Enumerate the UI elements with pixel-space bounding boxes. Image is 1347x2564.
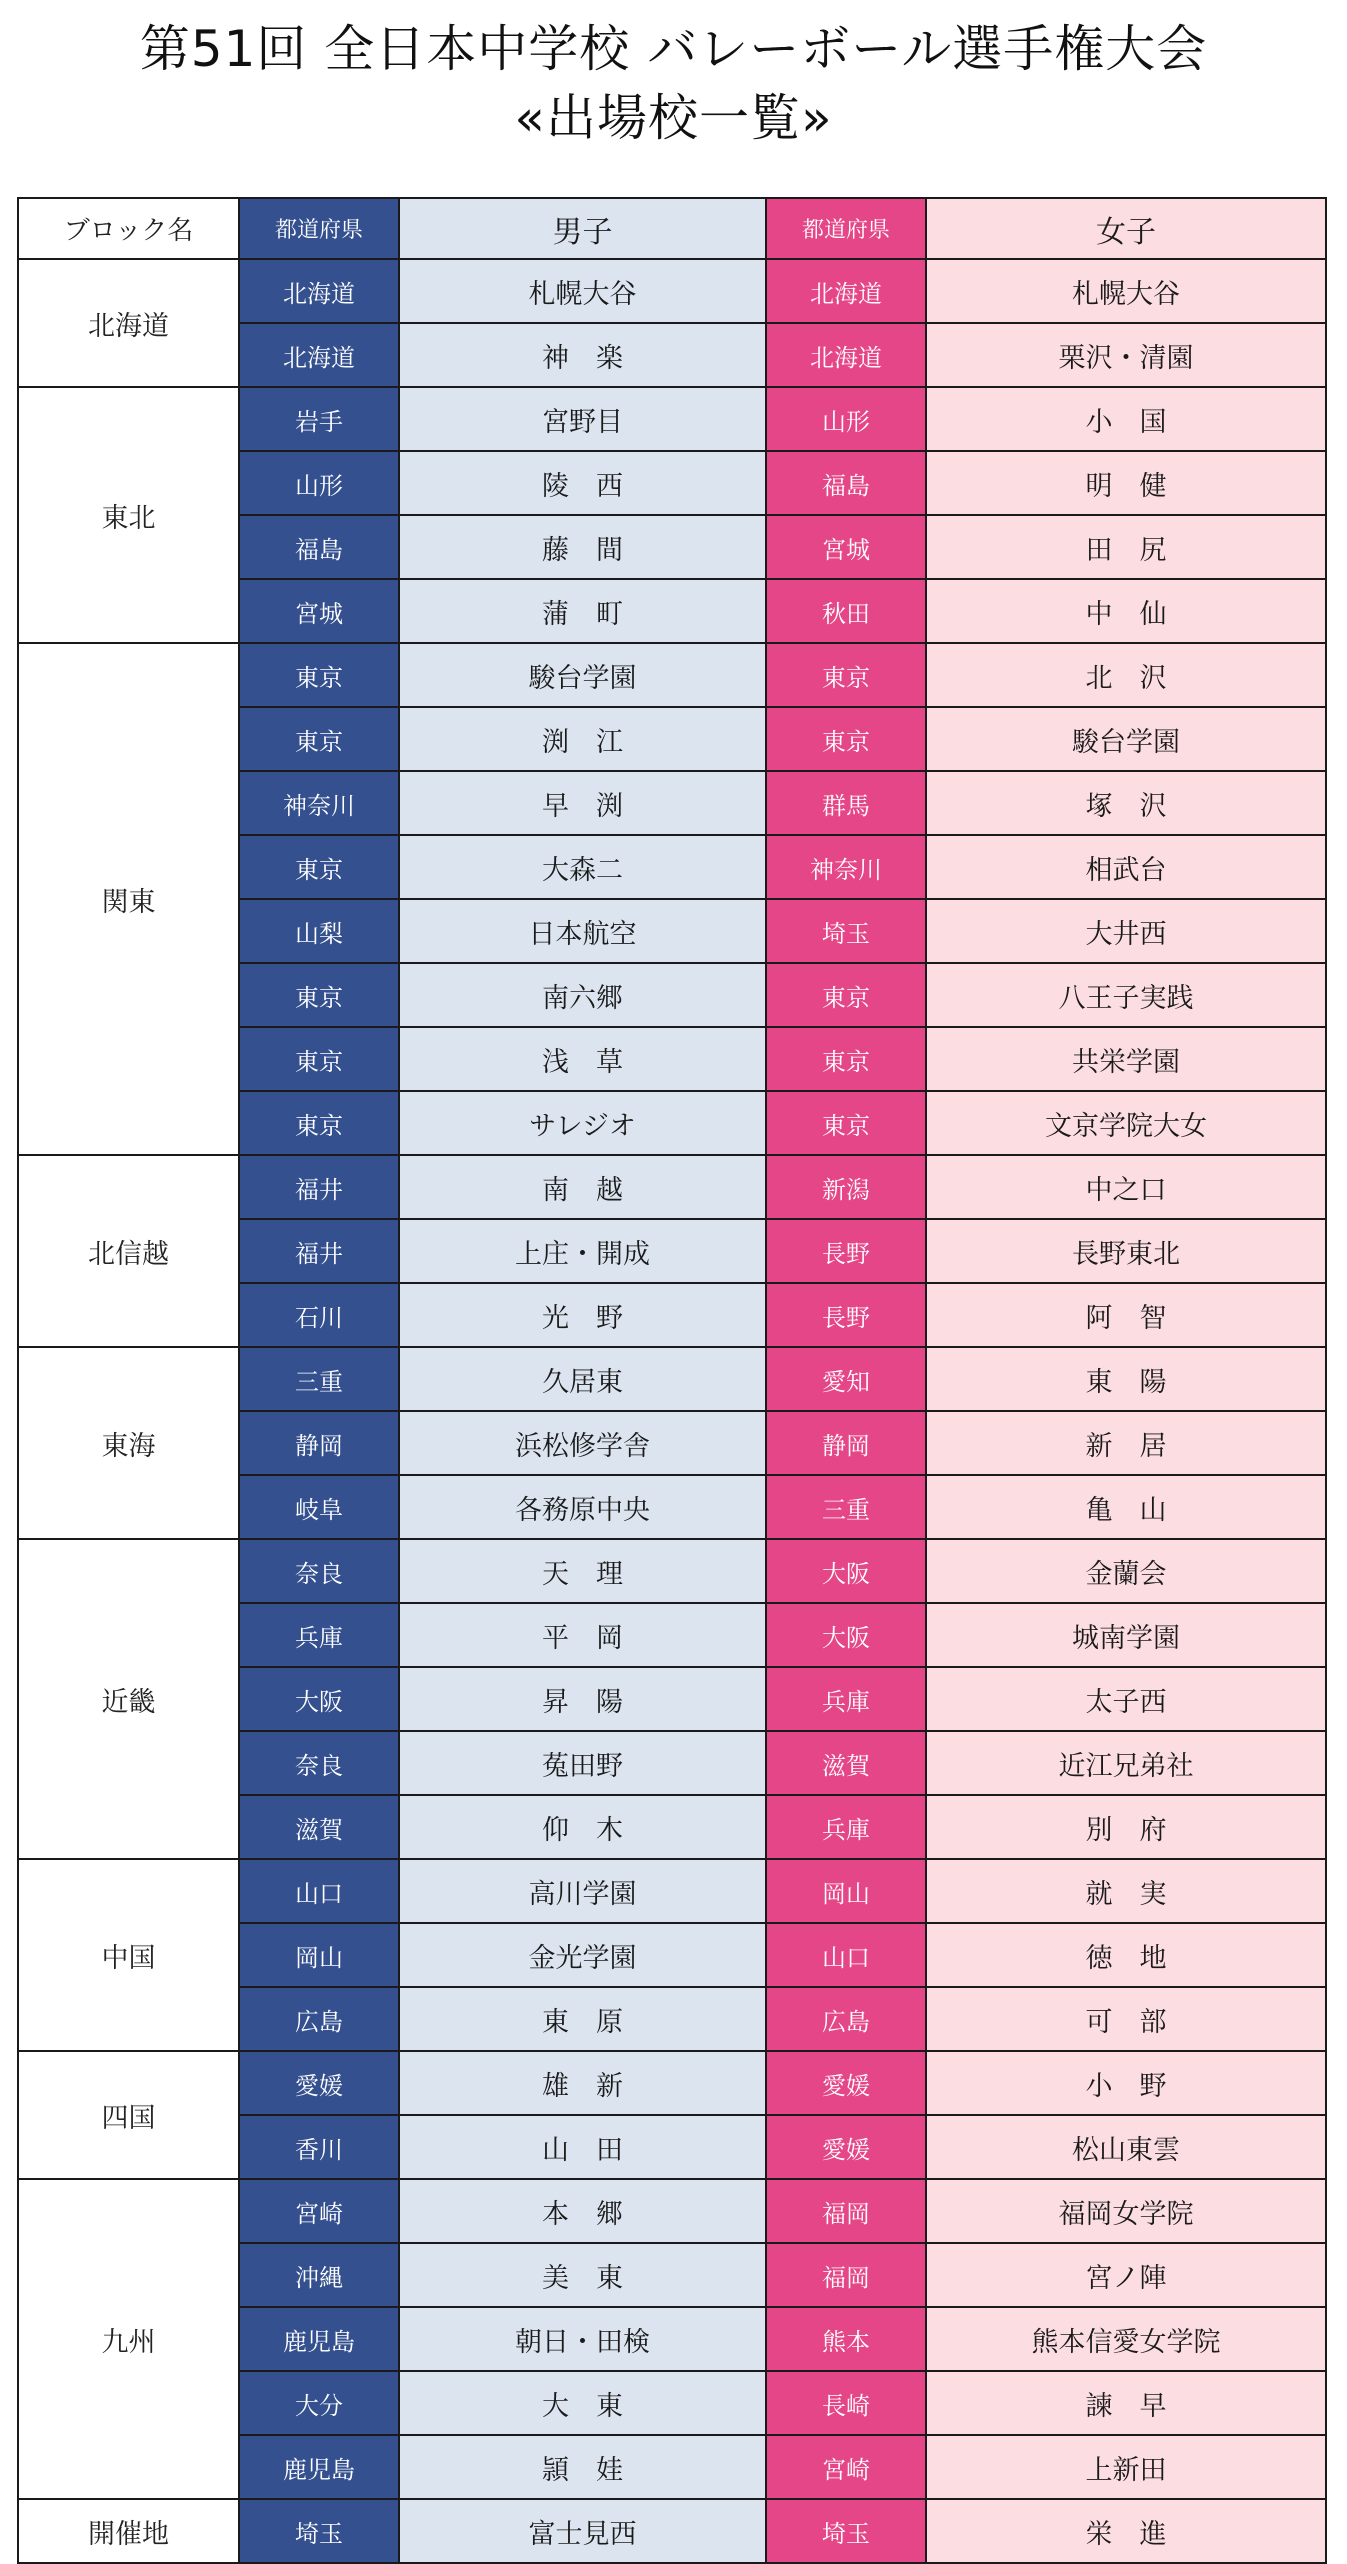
girls-prefecture-cell: 秋田	[766, 579, 926, 643]
boys-school-cell: 光 野	[399, 1283, 766, 1347]
girls-prefecture-cell: 岡山	[766, 1859, 926, 1923]
boys-school-cell: サレジオ	[399, 1091, 766, 1155]
girls-prefecture-cell: 東京	[766, 1091, 926, 1155]
table-body	[18, 259, 1326, 2563]
boys-prefecture-cell: 広島	[239, 1987, 399, 2051]
boys-prefecture-cell: 三重	[239, 1347, 399, 1411]
boys-school-cell: 本 郷	[399, 2179, 766, 2243]
boys-prefecture-cell: 山形	[239, 451, 399, 515]
boys-school-cell: 東 原	[399, 1987, 766, 2051]
block-name-cell: 九州	[18, 2179, 239, 2499]
block-name-cell: 東北	[18, 387, 239, 643]
table-row	[18, 1347, 1326, 1411]
table-row	[18, 1155, 1326, 1219]
boys-school-cell: 高川学園	[399, 1859, 766, 1923]
girls-prefecture-cell: 長野	[766, 1283, 926, 1347]
boys-school-cell: 上庄・開成	[399, 1219, 766, 1283]
boys-prefecture-cell: 東京	[239, 1091, 399, 1155]
block-name-cell: 近畿	[18, 1539, 239, 1859]
boys-prefecture-cell: 東京	[239, 835, 399, 899]
block-name-cell: 中国	[18, 1859, 239, 2051]
girls-prefecture-cell: 愛媛	[766, 2051, 926, 2115]
boys-school-cell: 南 越	[399, 1155, 766, 1219]
block-name-cell: 四国	[18, 2051, 239, 2179]
girls-school-cell: 栄 進	[926, 2499, 1326, 2563]
boys-prefecture-cell: 滋賀	[239, 1795, 399, 1859]
boys-prefecture-cell: 大阪	[239, 1667, 399, 1731]
boys-prefecture-cell: 東京	[239, 1027, 399, 1091]
boys-school-cell: 札幌大谷	[399, 259, 766, 323]
girls-school-cell: 金蘭会	[926, 1539, 1326, 1603]
table-header-row	[18, 198, 1326, 259]
boys-school-cell: 山 田	[399, 2115, 766, 2179]
boys-prefecture-cell: 香川	[239, 2115, 399, 2179]
boys-prefecture-cell: 宮崎	[239, 2179, 399, 2243]
girls-prefecture-cell: 滋賀	[766, 1731, 926, 1795]
boys-prefecture-cell: 静岡	[239, 1411, 399, 1475]
girls-prefecture-cell: 兵庫	[766, 1795, 926, 1859]
table-row	[18, 1859, 1326, 1923]
girls-prefecture-cell: 大阪	[766, 1603, 926, 1667]
girls-school-cell: 亀 山	[926, 1475, 1326, 1539]
boys-prefecture-cell: 神奈川	[239, 771, 399, 835]
boys-school-cell: 神 楽	[399, 323, 766, 387]
boys-school-cell: 頴 娃	[399, 2435, 766, 2499]
boys-prefecture-cell: 北海道	[239, 323, 399, 387]
table-row	[18, 259, 1326, 323]
boys-prefecture-cell: 岐阜	[239, 1475, 399, 1539]
boys-school-cell: 駿台学園	[399, 643, 766, 707]
boys-prefecture-cell: 東京	[239, 643, 399, 707]
boys-prefecture-cell: 岡山	[239, 1923, 399, 1987]
girls-prefecture-cell: 東京	[766, 963, 926, 1027]
girls-prefecture-cell: 宮崎	[766, 2435, 926, 2499]
girls-school-cell: 栗沢・清園	[926, 323, 1326, 387]
girls-prefecture-cell: 東京	[766, 1027, 926, 1091]
girls-school-cell: 宮ノ陣	[926, 2243, 1326, 2307]
girls-prefecture-cell: 長崎	[766, 2371, 926, 2435]
girls-school-cell: 熊本信愛女学院	[926, 2307, 1326, 2371]
girls-school-cell: 福岡女学院	[926, 2179, 1326, 2243]
girls-school-cell: 中 仙	[926, 579, 1326, 643]
girls-prefecture-cell: 福岡	[766, 2179, 926, 2243]
girls-prefecture-cell: 山形	[766, 387, 926, 451]
table-row	[18, 2051, 1326, 2115]
girls-prefecture-cell: 広島	[766, 1987, 926, 2051]
page-subtitle: «出場校一覧»	[514, 89, 833, 147]
girls-school-cell: 東 陽	[926, 1347, 1326, 1411]
girls-prefecture-cell: 神奈川	[766, 835, 926, 899]
boys-prefecture-cell: 東京	[239, 963, 399, 1027]
header-girls: 女子	[926, 198, 1326, 259]
boys-school-cell: 朝日・田検	[399, 2307, 766, 2371]
girls-prefecture-cell: 宮城	[766, 515, 926, 579]
girls-school-cell: 松山東雲	[926, 2115, 1326, 2179]
boys-prefecture-cell: 宮城	[239, 579, 399, 643]
girls-school-cell: 就 実	[926, 1859, 1326, 1923]
boys-school-cell: 陵 西	[399, 451, 766, 515]
boys-prefecture-cell: 岩手	[239, 387, 399, 451]
boys-school-cell: 久居東	[399, 1347, 766, 1411]
girls-school-cell: 阿 智	[926, 1283, 1326, 1347]
girls-school-cell: 近江兄弟社	[926, 1731, 1326, 1795]
girls-school-cell: 田 尻	[926, 515, 1326, 579]
boys-school-cell: 雄 新	[399, 2051, 766, 2115]
girls-school-cell: 駿台学園	[926, 707, 1326, 771]
girls-prefecture-cell: 新潟	[766, 1155, 926, 1219]
boys-prefecture-cell: 大分	[239, 2371, 399, 2435]
boys-school-cell: 渕 江	[399, 707, 766, 771]
girls-prefecture-cell: 静岡	[766, 1411, 926, 1475]
girls-prefecture-cell: 埼玉	[766, 899, 926, 963]
boys-school-cell: 大 東	[399, 2371, 766, 2435]
girls-school-cell: 札幌大谷	[926, 259, 1326, 323]
girls-school-cell: 別 府	[926, 1795, 1326, 1859]
boys-school-cell: 早 渕	[399, 771, 766, 835]
girls-prefecture-cell: 北海道	[766, 259, 926, 323]
girls-school-cell: 諫 早	[926, 2371, 1326, 2435]
boys-prefecture-cell: 福井	[239, 1219, 399, 1283]
boys-school-cell: 大森二	[399, 835, 766, 899]
header-girls-prefecture: 都道府県	[766, 198, 926, 259]
boys-school-cell: 日本航空	[399, 899, 766, 963]
girls-prefecture-cell: 埼玉	[766, 2499, 926, 2563]
girls-school-cell: 中之口	[926, 1155, 1326, 1219]
boys-school-cell: 富士見西	[399, 2499, 766, 2563]
girls-prefecture-cell: 大阪	[766, 1539, 926, 1603]
girls-school-cell: 大井西	[926, 899, 1326, 963]
girls-prefecture-cell: 熊本	[766, 2307, 926, 2371]
girls-prefecture-cell: 東京	[766, 707, 926, 771]
boys-school-cell: 美 東	[399, 2243, 766, 2307]
girls-school-cell: 可 部	[926, 1987, 1326, 2051]
girls-school-cell: 長野東北	[926, 1219, 1326, 1283]
girls-prefecture-cell: 福島	[766, 451, 926, 515]
boys-prefecture-cell: 石川	[239, 1283, 399, 1347]
girls-school-cell: 上新田	[926, 2435, 1326, 2499]
block-name-cell: 北海道	[18, 259, 239, 387]
girls-school-cell: 明 健	[926, 451, 1326, 515]
boys-school-cell: 蒲 町	[399, 579, 766, 643]
block-name-cell: 関東	[18, 643, 239, 1155]
girls-school-cell: 相武台	[926, 835, 1326, 899]
boys-prefecture-cell: 奈良	[239, 1731, 399, 1795]
girls-prefecture-cell: 山口	[766, 1923, 926, 1987]
boys-school-cell: 各務原中央	[399, 1475, 766, 1539]
boys-school-cell: 浅 草	[399, 1027, 766, 1091]
boys-school-cell: 菟田野	[399, 1731, 766, 1795]
boys-prefecture-cell: 山口	[239, 1859, 399, 1923]
boys-school-cell: 昇 陽	[399, 1667, 766, 1731]
girls-school-cell: 太子西	[926, 1667, 1326, 1731]
girls-prefecture-cell: 福岡	[766, 2243, 926, 2307]
boys-school-cell: 金光学園	[399, 1923, 766, 1987]
boys-school-cell: 天 理	[399, 1539, 766, 1603]
boys-school-cell: 浜松修学舎	[399, 1411, 766, 1475]
table-row	[18, 1539, 1326, 1603]
boys-school-cell: 宮野目	[399, 387, 766, 451]
page-title: 第51回 全日本中学校 バレーボール選手権大会	[139, 20, 1208, 78]
girls-school-cell: 文京学院大女	[926, 1091, 1326, 1155]
girls-prefecture-cell: 群馬	[766, 771, 926, 835]
boys-school-cell: 仰 木	[399, 1795, 766, 1859]
boys-prefecture-cell: 愛媛	[239, 2051, 399, 2115]
table-row	[18, 643, 1326, 707]
boys-prefecture-cell: 沖縄	[239, 2243, 399, 2307]
boys-school-cell: 南六郷	[399, 963, 766, 1027]
boys-prefecture-cell: 北海道	[239, 259, 399, 323]
boys-prefecture-cell: 福井	[239, 1155, 399, 1219]
table-row	[18, 2499, 1326, 2563]
girls-prefecture-cell: 愛媛	[766, 2115, 926, 2179]
block-name-cell: 東海	[18, 1347, 239, 1539]
girls-prefecture-cell: 三重	[766, 1475, 926, 1539]
girls-school-cell: 城南学園	[926, 1603, 1326, 1667]
boys-school-cell: 平 岡	[399, 1603, 766, 1667]
boys-prefecture-cell: 山梨	[239, 899, 399, 963]
block-name-cell: 開催地	[18, 2499, 239, 2563]
girls-school-cell: 塚 沢	[926, 771, 1326, 835]
girls-prefecture-cell: 北海道	[766, 323, 926, 387]
girls-school-cell: 小 国	[926, 387, 1326, 451]
girls-prefecture-cell: 愛知	[766, 1347, 926, 1411]
boys-prefecture-cell: 福島	[239, 515, 399, 579]
boys-prefecture-cell: 東京	[239, 707, 399, 771]
girls-school-cell: 共栄学園	[926, 1027, 1326, 1091]
girls-prefecture-cell: 兵庫	[766, 1667, 926, 1731]
girls-school-cell: 八王子実践	[926, 963, 1326, 1027]
table-row	[18, 2179, 1326, 2243]
header-boys: 男子	[399, 198, 766, 259]
girls-prefecture-cell: 東京	[766, 643, 926, 707]
boys-school-cell: 藤 間	[399, 515, 766, 579]
girls-school-cell: 小 野	[926, 2051, 1326, 2115]
header-block: ブロック名	[18, 198, 239, 259]
table-row	[18, 387, 1326, 451]
boys-prefecture-cell: 奈良	[239, 1539, 399, 1603]
girls-school-cell: 新 居	[926, 1411, 1326, 1475]
block-name-cell: 北信越	[18, 1155, 239, 1347]
girls-school-cell: 北 沢	[926, 643, 1326, 707]
header-boys-prefecture: 都道府県	[239, 198, 399, 259]
girls-prefecture-cell: 長野	[766, 1219, 926, 1283]
girls-school-cell: 徳 地	[926, 1923, 1326, 1987]
boys-prefecture-cell: 鹿児島	[239, 2435, 399, 2499]
schools-table	[17, 197, 1327, 2564]
boys-prefecture-cell: 鹿児島	[239, 2307, 399, 2371]
boys-prefecture-cell: 兵庫	[239, 1603, 399, 1667]
boys-prefecture-cell: 埼玉	[239, 2499, 399, 2563]
